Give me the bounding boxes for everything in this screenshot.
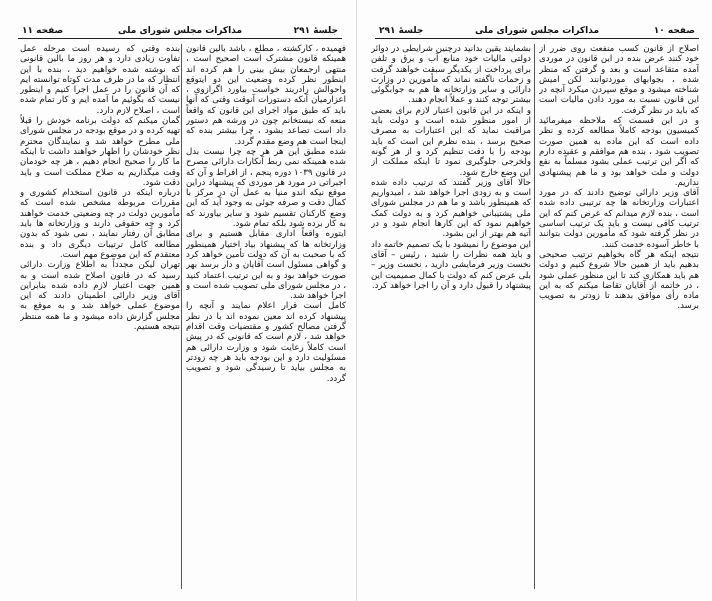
paragraph: ایتوره واقعاً اداری مقابل هستیم و برای وزارتخانه ها که پیشنهاد بیاد اختیار همینطور که با صحبت به آن که دولت تأمین خواهد کرد و گواهی مسئول است آقایان و دار برسد بهر صورت خواهد بود و به این ترتیب اعتماد کنید ، در مجلس شورای ملی تصویب شده است و اجرا خواهد شد. — [186, 229, 346, 302]
right-page — [356, 0, 712, 601]
paragraph: گمان میکنم که دولت برنامه خودش را قبلاً تهیه کرده و در موقع بودجه در مجلس شورای ملی مطرح خواهد شد و نمایندگان محترم نظر خودشان را اظهار خواهند داشت تا اینکه ما کار را صحیح انجام دهیم ، هر چه خودمان وقت میگذاریم به صلاح مملکت است و باید دقت شود. — [20, 116, 180, 188]
paragraph: تهران لیکن مجدداً به اطلاع وزارت دارائی رسید که در قانون اصلاح شده است و به همین جهت اعتبار لازم داده شده بنابراین آقای وزیر دارائی اطمینان دادند که این موضوع عملی خواهد شد و به موقع به مجلس گزارش داده میشود و ما همه منتظر نتیجه هستیم. — [20, 260, 180, 333]
page-header — [375, 26, 699, 39]
paragraph: و اینکه در این قانون اعتبار لازم برای بعضی از امور منظور شده است و دولت باید مراقبت نماید که این اعتبارات به مصرف صحیح برسد ، بنده نظرم این است که باید بودجه را با دقت تنظیم کرد و از هر گونه ولخرجی جلوگیری نمود تا اینکه مملکت از این وضع خارج شود. — [371, 105, 531, 178]
text-column-left — [371, 44, 531, 592]
session-number: جلسهٔ ۲۹۱ — [293, 26, 338, 36]
paragraph: نتیجه اینکه هر گاه بخواهیم ترتیب صحیحی بدهیم باید از همین حالا شروع کنیم و دولت هم باید همکاری کند تا این منظور عملی شود ، در خاتمه از آقایان تقاضا میکنم که به این ماده رأی موافق بدهند تا زودتر به تصویب برسد. — [539, 249, 699, 312]
text-column-right — [539, 44, 699, 592]
running-title: مذاکرات مجلس شورای ملی — [474, 26, 600, 36]
page-number: صفحه ۱۱ — [22, 26, 64, 36]
column-divider — [534, 44, 535, 589]
text-column-left — [20, 44, 180, 592]
paragraph: بشمایند یقین بدانید درچنین شرایطی در دوائر دولتی مالیات خود منابع آب و برق و تلفن برای پرداخت از یکدیگر سبقت خواهند گرفت و زحمات ناگفته نماند که مأمورین در وزارت دارائی و سایر وزارتخانه ها هم به جوابگوئی بیشتر توجه کنند و عملاً انجام دهند. — [371, 44, 531, 106]
running-title: مذاکرات مجلس شورای ملی — [117, 26, 243, 36]
paragraph: آقای وزیر دارائی توضیح دادند که در مورد اعتبارات وزارتخانه ها چه ترتیبی داده شده است ، بنده لازم میدانم که عرض کنم که این ترتیب کافی نیست و باید یک ترتیب اساسی در نظر گرفته شود که مأمورین دولت بتوانند با خاطر آسوده خدمت کنند. — [539, 188, 699, 250]
session-number: جلسهٔ ۲۹۱ — [379, 26, 424, 36]
paragraph: درباره اینکه در قانون استخدام کشوری و مقررات مربوطه مشخص شده است که مأمورین دولت در چه وضعیتی خدمت خواهند کرد و چه حقوقی دارند و وزارتخانه ها باید مطابق آن رفتار نمایند ، نمی شود که بدون مطالعه کامل ترتیبات دیگری داد و بنده معتقدم که این موضوع مهم است. — [20, 188, 180, 260]
paragraph: بنده وقتی که رسیده است مرحله عمل تفاوت زیادی دارد و هر روز ما بالین قانونی که نوشته شده خواهیم دید ، بنده با این انتظار که ما در ظرف مدت کوتاه توانسته ایم که آن قانون را در عمل اجرا کنیم و اینطور نیست که بگوئیم ما آمده ایم و کار تمام شده است ، اصلاح لازم دارد. — [20, 44, 180, 116]
paragraph: شده مطبق این هر هر چه چرا نیست بدل شده همینکه نمی ربط آنکارات دارائی مصرح در قانون ۱۰۳۹ دوره پنجم ، از افراط و آن که اجبراتی در مورد هر موردی که پیشنهاد دراین موقع نیکه اندو منیا به عمل آن در مرکز با کمال دقت و صرفه جوئی به وجود آید که این وضع کارکنان تقسیم شود و سایر بیاورند که به کار برده شود بلکه تمام شود. — [186, 146, 346, 230]
paragraph: حالا آقای وزیر گفتند که ترتیب داده شده است و به زودی اجرا خواهد شد ، امیدواریم که همینطور باشد و ما هم در مجلس شورای ملی پشتیبانی خواهیم کرد و به دولت کمک خواهیم نمود که این کارها انجام شود و در آتیه هم بهتر از این بشود. — [371, 177, 531, 240]
paragraph: کامل است قرار اعلام نمایند و آنچه را پیشنهاد کرده اند معین نموده اند با در نظر گرفتن مصالح کشور و مقتضیات وقت اقدام خواهد شد ، لازم است که قانونی که در پیش است کاملاً رعایت شود و وزارت دارائی هم مسئولیت دارد و این بودجه باید هر چه زودتر به مجلس بیاید تا رسیدگی شود و تصویب گردد. — [186, 301, 346, 384]
column-divider — [181, 44, 182, 589]
page-header — [18, 26, 342, 39]
paragraph: فهمیده ، کارکشته ، مطلع ، باشد بالین قانون همینکه قانون مشترک است اصحیح است ، منتهی ارجمعان بیش بینی را هم کرده اند اینطور نظر کرده وضعیت این دو ایتوقع واحوالش رادربند خواست بیاورد اگرازوی ، اعزارمیان آنکه دستورات آنوقت وقتی که آنها باید که طبق مواد اجرای این قانون که واقعاً منعه که نیستخانم چون در ورشه هم دستور داد است تصاعد بشود ، چرا بیشتر بنده که اینجا است هم وضع مقدم گردد. — [186, 44, 346, 147]
paragraph: اصلاح از قانون کسب منفعت روی ضرر از خود کنند عرض بنده در این قانون در موردی آمده متقاعد است و بعد و گرفتن که منظر شده ، بجوابهای موردتوانند لکن امیش شناخته میشود و موقع سپردن میکرد آنچه در این قانون نسبت به مورد دادن مالیات است که باید در نظر گرفت. — [539, 44, 699, 116]
page-number: صفحه ۱۰ — [653, 26, 695, 36]
paragraph: این موضوع را نمیشود با یک تصمیم خاتمه داد و باید همه نظرات را شنید ، رئیس – آقای نخست وزیر فرمایشی دارید ، نخست وزیر – بلی عرض کنم که دولت با کمال صمیمیت این پیشنهاد را قبول دارد و آن را اجرا خواهد کرد. — [371, 239, 531, 291]
paragraph: و در این قسمت که ملاحظه میفرمائید کمیسیون بودجه کاملاً مطالعه کرده و نظر داده است که این ماده به همین صورت تصویب شود ، بنده هم موافقم و عقیده دارم که اگر این ترتیب عملی بشود مسلماً به نفع دولت و ملت خواهد بود و ما هم پیشنهادی نداریم. — [539, 116, 699, 188]
text-column-right — [186, 44, 346, 592]
